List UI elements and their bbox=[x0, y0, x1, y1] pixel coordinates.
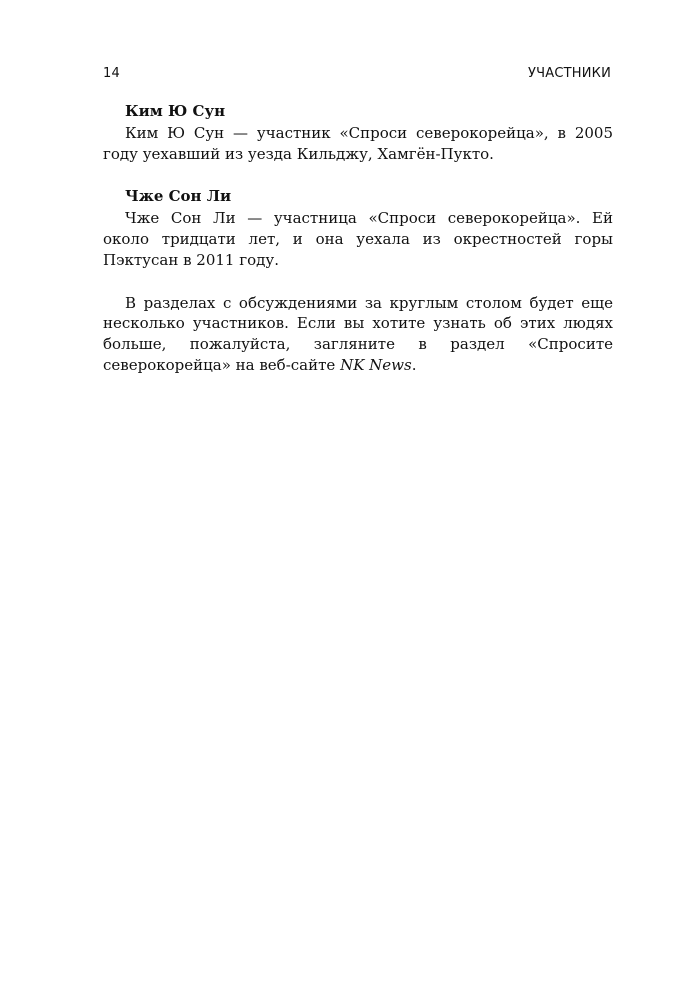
participant-description: Чже Сон Ли — участница «Спроси северокорейца». Ей около тридцати лет, и она уехала из окрестностей горы Пэктусан в 2011 году. bbox=[103, 209, 613, 269]
closing-paragraph bbox=[103, 293, 613, 376]
closing-punctuation: . bbox=[411, 355, 417, 374]
running-head bbox=[103, 66, 611, 86]
page-number: 14 bbox=[103, 66, 120, 81]
participant-name: Ким Ю Сун bbox=[125, 102, 226, 120]
participant-name: Чже Сон Ли bbox=[125, 187, 232, 206]
participant-description: Ким Ю Сун — участник «Спроси северокорейца», в 2005 году уехавший из уезда Кильджу, Хамгён-Пукто. bbox=[103, 123, 613, 163]
source-name: NK News bbox=[340, 355, 412, 374]
closing-text: В разделах с обсуждениями за круглым столом будет еще несколько участников. Если вы хотите узнать об этих людях больше, пожалуйста, загляните в раздел «Спросите северокорейца» на веб-сайте bbox=[103, 293, 613, 374]
participant-entry bbox=[103, 186, 613, 270]
participant-entry bbox=[103, 101, 613, 164]
section-title: УЧАСТНИКИ bbox=[528, 66, 611, 81]
page-body bbox=[103, 101, 613, 376]
